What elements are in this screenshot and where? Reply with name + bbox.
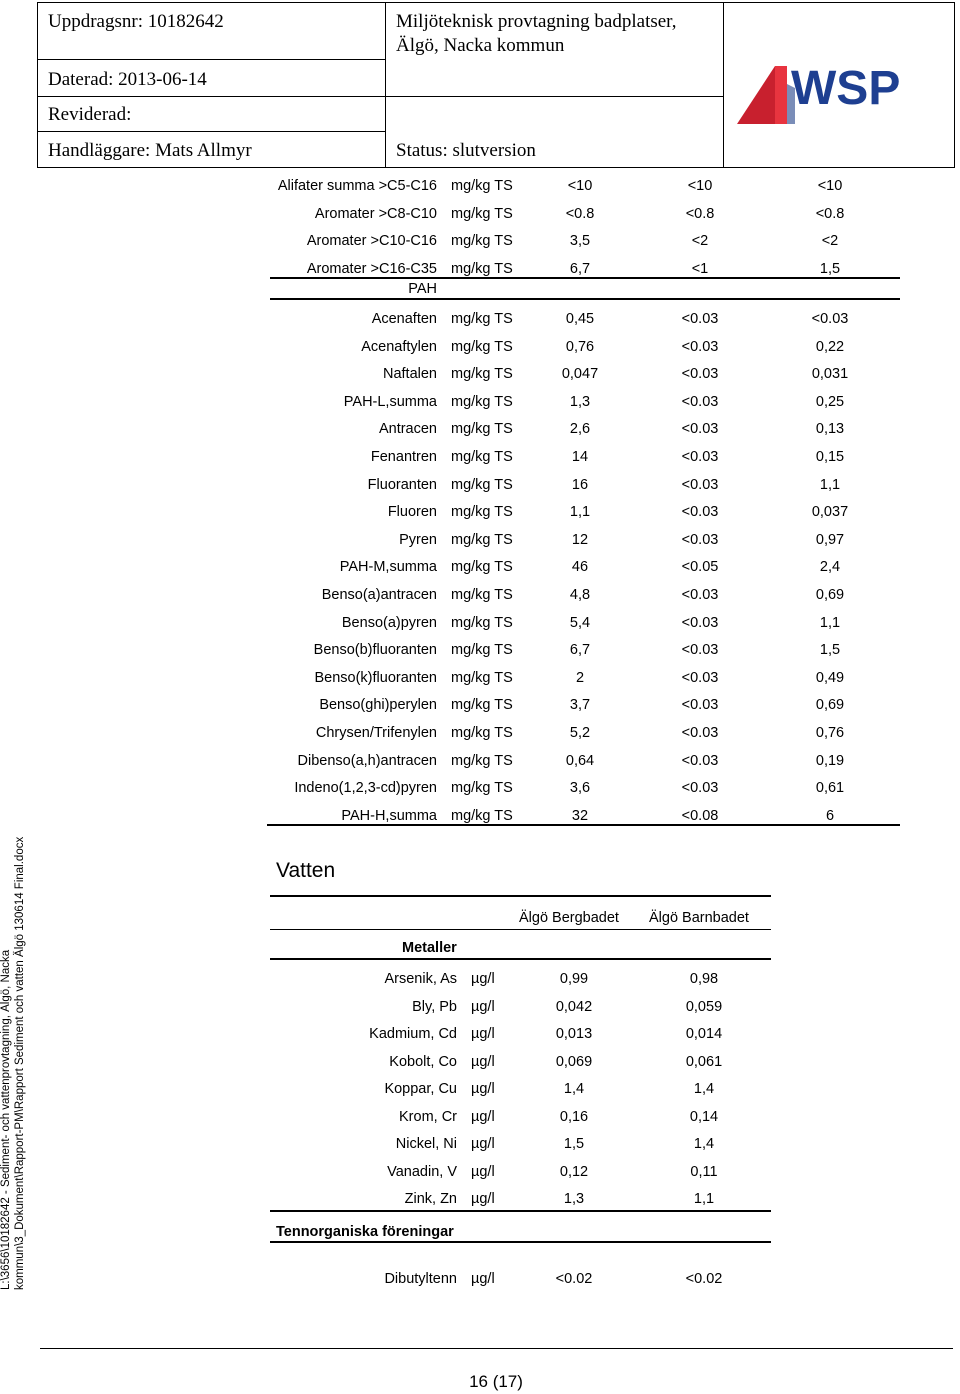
header-divider xyxy=(385,3,386,167)
table-rule xyxy=(270,958,771,960)
value-cell-3: 1,1 xyxy=(819,614,841,631)
table-rule xyxy=(270,1241,771,1243)
file-path-line2: kommun\3_Dokument\Rapport-PM\Rapport Sediment och vatten Älgö 130614 Final.docx xyxy=(14,836,26,1290)
value-cell-1: 0,64 xyxy=(565,752,595,769)
parameter-cell: Indeno(1,2,3-cd)pyren xyxy=(294,780,437,797)
value-cell-3: 1,1 xyxy=(819,476,841,493)
parameter-cell: Chrysen/Trifenylen xyxy=(315,725,437,741)
value-cell-2: <0.03 xyxy=(681,587,719,603)
unit-cell: mg/kg TS xyxy=(451,233,513,250)
unit-cell: µg/l xyxy=(471,1108,495,1125)
value-cell-1: 1,4 xyxy=(563,1081,585,1097)
unit-cell: mg/kg TS xyxy=(451,311,513,327)
value-cell-2: <0.03 xyxy=(681,614,719,631)
value-cell-3: <2 xyxy=(821,233,839,250)
parameter-cell: Fluoranten xyxy=(367,476,437,493)
table-row xyxy=(0,723,900,743)
value-cell-1: 6,7 xyxy=(569,260,591,277)
parameter-cell: Benso(a)antracen xyxy=(321,587,437,603)
value-cell-1: 32 xyxy=(571,807,589,824)
date-field: Daterad: 2013-06-14 xyxy=(48,69,207,90)
value-cell-1: 2 xyxy=(575,669,585,686)
unit-cell: mg/kg TS xyxy=(451,752,513,769)
value-cell-3: 0,031 xyxy=(811,366,849,383)
value-cell-2: 0,014 xyxy=(685,1026,723,1042)
value-cell-2: <0.03 xyxy=(681,449,719,465)
value-cell-3: <0.8 xyxy=(815,205,845,222)
value-cell-2: <0.03 xyxy=(681,393,719,410)
value-cell-2: <0.03 xyxy=(681,504,719,521)
parameter-cell: Kadmium, Cd xyxy=(369,1026,457,1042)
parameter-cell: Antracen xyxy=(378,421,437,438)
unit-cell: mg/kg TS xyxy=(451,205,513,222)
parameter-cell: Benso(a)pyren xyxy=(341,614,437,631)
value-cell-2: <0.03 xyxy=(681,669,719,686)
file-path-line1: L:\3656\10182642 - Sediment- och vattenprovtagning, Älgö, Nacka xyxy=(0,949,12,1290)
value-cell-1: 3,6 xyxy=(569,780,591,797)
value-cell-1: 6,7 xyxy=(569,642,591,659)
unit-cell: µg/l xyxy=(471,1191,495,1207)
table-row xyxy=(0,204,900,224)
value-cell-1: 0,042 xyxy=(555,998,593,1015)
unit-cell: mg/kg TS xyxy=(451,393,513,410)
value-cell-2: <0.03 xyxy=(681,366,719,383)
wsp-logo-icon xyxy=(735,58,925,128)
table-row xyxy=(0,1052,780,1072)
svg-text:WSP: WSP xyxy=(791,62,901,115)
value-cell-1: 14 xyxy=(571,449,589,465)
table-row xyxy=(0,557,900,577)
table-row xyxy=(0,585,900,605)
value-cell-3: 0,25 xyxy=(815,393,845,410)
parameter-cell: Pyren xyxy=(399,531,437,548)
value-cell-3: 0,69 xyxy=(815,697,845,714)
value-cell-2: 1,1 xyxy=(693,1191,715,1207)
value-cell-3: 6 xyxy=(825,807,835,824)
table-row xyxy=(0,337,900,357)
parameter-cell: Fluoren xyxy=(387,504,437,521)
value-cell-1: 2,6 xyxy=(569,421,591,438)
unit-cell: mg/kg TS xyxy=(451,725,513,741)
value-cell-2: <0.02 xyxy=(685,1271,723,1287)
unit-cell: mg/kg TS xyxy=(451,366,513,383)
section-title-water: Vatten xyxy=(276,859,336,882)
value-cell-1: 3,7 xyxy=(569,697,591,714)
unit-cell: mg/kg TS xyxy=(451,669,513,686)
value-cell-3: 1,5 xyxy=(819,260,841,277)
value-cell-1: 0,76 xyxy=(565,338,595,355)
value-cell-1: 0,013 xyxy=(555,1026,593,1042)
unit-cell: mg/kg TS xyxy=(451,476,513,493)
group-heading-metals: Metaller xyxy=(402,940,457,956)
value-cell-1: <10 xyxy=(567,178,593,194)
unit-cell: mg/kg TS xyxy=(451,642,513,659)
parameter-cell: Benso(k)fluoranten xyxy=(314,669,437,686)
value-cell-1: 0,047 xyxy=(561,366,599,383)
unit-cell: mg/kg TS xyxy=(451,178,513,194)
unit-cell: µg/l xyxy=(471,998,495,1015)
table-row xyxy=(0,419,900,439)
unit-cell: mg/kg TS xyxy=(451,559,513,576)
group-heading-organotin: Tennorganiska föreningar xyxy=(276,1224,454,1240)
value-cell-3: <0.03 xyxy=(811,311,849,327)
value-cell-2: <1 xyxy=(691,260,709,277)
value-cell-2: <0.03 xyxy=(681,780,719,797)
value-cell-1: 5,2 xyxy=(569,725,591,741)
value-cell-3: 2,4 xyxy=(819,559,841,576)
parameter-cell: Krom, Cr xyxy=(399,1108,457,1125)
table-rule xyxy=(267,824,900,826)
parameter-cell: PAH-L,summa xyxy=(343,393,437,410)
value-cell-2: <0.03 xyxy=(681,725,719,741)
table-row xyxy=(0,259,900,279)
parameter-cell: Bly, Pb xyxy=(412,998,457,1015)
table-row xyxy=(0,309,900,329)
parameter-cell: Aromater >C16-C35 xyxy=(306,260,437,277)
parameter-cell: Arsenik, As xyxy=(384,971,457,987)
table-row xyxy=(0,364,900,384)
table-row xyxy=(0,806,900,826)
parameter-cell: Zink, Zn xyxy=(404,1191,457,1207)
parameter-cell: Kobolt, Co xyxy=(389,1053,457,1070)
wsp-logo xyxy=(735,58,925,128)
table-row xyxy=(0,1189,780,1209)
value-cell-3: 0,15 xyxy=(815,449,845,465)
value-cell-1: 0,16 xyxy=(559,1108,589,1125)
table-row xyxy=(0,176,900,196)
header-divider xyxy=(38,96,723,97)
parameter-cell: Acenaften xyxy=(371,311,437,327)
table-rule xyxy=(270,895,771,897)
value-cell-2: <0.03 xyxy=(681,421,719,438)
table-row xyxy=(0,1079,780,1099)
value-cell-1: 1,1 xyxy=(569,504,591,521)
value-cell-1: 0,45 xyxy=(565,311,595,327)
table-row xyxy=(0,778,900,798)
page-number: 16 (17) xyxy=(469,1372,523,1391)
table-rule xyxy=(270,298,900,300)
parameter-cell: Dibenso(a,h)antracen xyxy=(297,752,437,769)
value-cell-2: <0.03 xyxy=(681,642,719,659)
value-cell-3: 0,69 xyxy=(815,587,845,603)
value-cell-1: 12 xyxy=(571,531,589,548)
value-cell-2: 0,98 xyxy=(689,971,719,987)
unit-cell: µg/l xyxy=(471,1136,495,1152)
header-divider xyxy=(38,131,385,132)
value-cell-2: <0.08 xyxy=(681,807,719,824)
table-rule xyxy=(270,1210,771,1212)
value-cell-2: <0.03 xyxy=(681,697,719,714)
value-cell-3: 0,49 xyxy=(815,669,845,686)
value-cell-1: 4,8 xyxy=(569,587,591,603)
parameter-cell: Nickel, Ni xyxy=(395,1136,457,1152)
value-cell-2: <10 xyxy=(687,178,713,194)
header-divider xyxy=(723,3,724,167)
table-row xyxy=(0,502,900,522)
value-cell-3: 0,13 xyxy=(815,421,845,438)
unit-cell: mg/kg TS xyxy=(451,614,513,631)
table-row xyxy=(0,392,900,412)
parameter-cell: Koppar, Cu xyxy=(384,1081,457,1097)
table-row xyxy=(0,997,780,1017)
value-cell-3: 0,22 xyxy=(815,338,845,355)
value-cell-1: 3,5 xyxy=(569,233,591,250)
parameter-cell: Alifater summa >C5-C16 xyxy=(277,178,437,194)
unit-cell: µg/l xyxy=(471,1163,495,1180)
table-row xyxy=(0,1134,780,1154)
value-cell-2: 0,061 xyxy=(685,1053,723,1070)
value-cell-2: 1,4 xyxy=(693,1081,715,1097)
unit-cell: µg/l xyxy=(471,971,495,987)
value-cell-2: <0.03 xyxy=(681,311,719,327)
value-cell-2: <0.03 xyxy=(681,338,719,355)
value-cell-3: <10 xyxy=(817,178,843,194)
value-cell-3: 0,76 xyxy=(815,725,845,741)
column-header-barnbadet: Älgö Barnbadet xyxy=(649,910,749,926)
table-row xyxy=(0,1024,780,1044)
table-row xyxy=(0,969,780,989)
table-rule xyxy=(270,929,771,930)
table-row xyxy=(0,668,900,688)
value-cell-3: 0,97 xyxy=(815,531,845,548)
value-cell-2: 1,4 xyxy=(693,1136,715,1152)
parameter-cell: Benso(b)fluoranten xyxy=(313,642,437,659)
parameter-cell: Dibutyltenn xyxy=(384,1271,457,1287)
value-cell-1: 1,3 xyxy=(563,1191,585,1207)
pah-heading: PAH xyxy=(408,281,437,297)
column-header-bergbadet: Älgö Bergbadet xyxy=(519,910,619,926)
value-cell-1: 1,5 xyxy=(563,1136,585,1152)
table-row xyxy=(0,475,900,495)
unit-cell: mg/kg TS xyxy=(451,421,513,438)
parameter-cell: Benso(ghi)perylen xyxy=(319,697,437,714)
unit-cell: mg/kg TS xyxy=(451,504,513,521)
value-cell-2: <0.8 xyxy=(685,205,715,222)
unit-cell: mg/kg TS xyxy=(451,338,513,355)
table-row xyxy=(0,613,900,633)
value-cell-3: 0,19 xyxy=(815,752,845,769)
document-title-line2: Älgö, Nacka kommun xyxy=(396,35,565,56)
pah-heading-row xyxy=(0,279,440,299)
header-divider xyxy=(38,59,385,60)
table-row xyxy=(0,1269,780,1289)
value-cell-2: 0,14 xyxy=(689,1108,719,1125)
unit-cell: µg/l xyxy=(471,1271,495,1287)
value-cell-1: 46 xyxy=(571,559,589,576)
parameter-cell: Aromater >C8-C10 xyxy=(314,205,437,222)
unit-cell: µg/l xyxy=(471,1081,495,1097)
status-field: Status: slutversion xyxy=(396,140,536,161)
revised-field: Reviderad: xyxy=(48,104,132,125)
table-row xyxy=(0,1162,780,1182)
parameter-cell: PAH-M,summa xyxy=(339,559,437,576)
value-cell-1: 16 xyxy=(571,476,589,493)
value-cell-1: <0.02 xyxy=(555,1271,593,1287)
unit-cell: mg/kg TS xyxy=(451,697,513,714)
unit-cell: mg/kg TS xyxy=(451,260,513,277)
unit-cell: mg/kg TS xyxy=(451,807,513,824)
parameter-cell: Vanadin, V xyxy=(387,1163,457,1180)
footer-divider xyxy=(40,1348,953,1349)
document-title-line1: Miljöteknisk provtagning badplatser, xyxy=(396,11,677,32)
unit-cell: mg/kg TS xyxy=(451,780,513,797)
table-row xyxy=(0,231,900,251)
table-row xyxy=(0,695,900,715)
parameter-cell: Naftalen xyxy=(382,366,437,383)
parameter-cell: PAH-H,summa xyxy=(341,807,437,824)
value-cell-3: 1,5 xyxy=(819,642,841,659)
value-cell-2: <2 xyxy=(691,233,709,250)
value-cell-1: 0,99 xyxy=(559,971,589,987)
table-row xyxy=(0,751,900,771)
parameter-cell: Fenantren xyxy=(370,449,437,465)
value-cell-2: 0,059 xyxy=(685,998,723,1015)
value-cell-3: 0,61 xyxy=(815,780,845,797)
value-cell-1: 5,4 xyxy=(569,614,591,631)
assignment-number: Uppdragsnr: 10182642 xyxy=(48,11,224,32)
unit-cell: µg/l xyxy=(471,1053,495,1070)
table-row xyxy=(0,447,900,467)
value-cell-2: <0.03 xyxy=(681,476,719,493)
unit-cell: µg/l xyxy=(471,1026,495,1042)
value-cell-1: 0,069 xyxy=(555,1053,593,1070)
value-cell-2: <0.05 xyxy=(681,559,719,576)
value-cell-2: 0,11 xyxy=(690,1163,718,1180)
value-cell-2: <0.03 xyxy=(681,752,719,769)
unit-cell: mg/kg TS xyxy=(451,587,513,603)
value-cell-1: 0,12 xyxy=(559,1163,589,1180)
value-cell-1: 1,3 xyxy=(569,393,591,410)
handler-field: Handläggare: Mats Allmyr xyxy=(48,140,252,161)
table-row xyxy=(0,1107,780,1127)
table-row xyxy=(0,640,900,660)
parameter-cell: Acenaftylen xyxy=(361,338,437,355)
unit-cell: mg/kg TS xyxy=(451,449,513,465)
value-cell-2: <0.03 xyxy=(681,531,719,548)
value-cell-1: <0.8 xyxy=(565,205,595,222)
unit-cell: mg/kg TS xyxy=(451,531,513,548)
value-cell-3: 0,037 xyxy=(811,504,849,521)
parameter-cell: Aromater >C10-C16 xyxy=(306,233,437,250)
table-row xyxy=(0,530,900,550)
